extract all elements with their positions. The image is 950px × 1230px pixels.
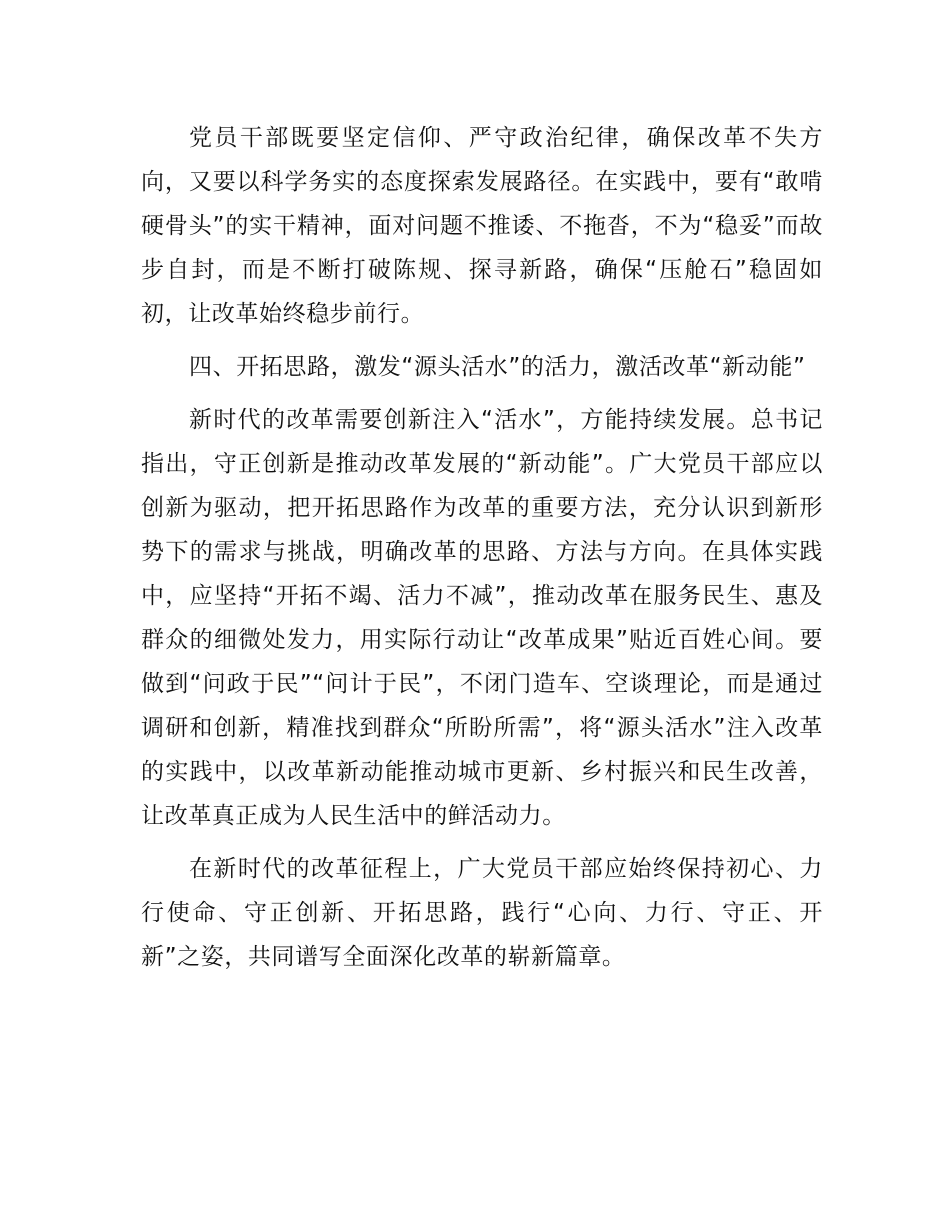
- paragraph-innovation: 新时代的改革需要创新注入“活水”，方能持续发展。总书记指出，守正创新是推动改革发展的“新动能”。广大党员干部应以创新为驱动，把开拓思路作为改革的重要方法，充分认识到新形势下的需求与挑战，明确改革的思路、方法与方向。在具体实践中，应坚持“开拓不竭、活力不减”，推动改革在服务民生、惠及群众的细微处发力，用实际行动让“改革成果”贴近百姓心间。要做到“问政于民”“问计于民”，不闭门造车、空谈理论，而是通过调研和创新，精准找到群众“所盼所需”，将“源头活水”注入改革的实践中，以改革新动能推动城市更新、乡村振兴和民生改善，让改革真正成为人民生活中的鲜活动力。: [141, 407, 823, 829]
- document-body: [141, 116, 823, 979]
- section-heading-four: 四、开拓思路，激发“源头活水”的活力，激活改革“新动能”: [189, 354, 806, 380]
- paragraph-intro: 党员干部既要坚定信仰、严守政治纪律，确保改革不失方向，又要以科学务实的态度探索发展路径。在实践中，要有“敢啃硬骨头”的实干精神，面对问题不推诿、不拖沓，不为“稳妥”而故步自封，而是不断打破陈规、探寻新路，确保“压舱石”稳固如初，让改革始终稳步前行。: [141, 125, 823, 327]
- paragraph-conclusion: 在新时代的改革征程上，广大党员干部应始终保持初心、力行使命、守正创新、开拓思路，践行“心向、力行、守正、开新”之姿，共同谱写全面深化改革的崭新篇章。: [141, 856, 823, 970]
